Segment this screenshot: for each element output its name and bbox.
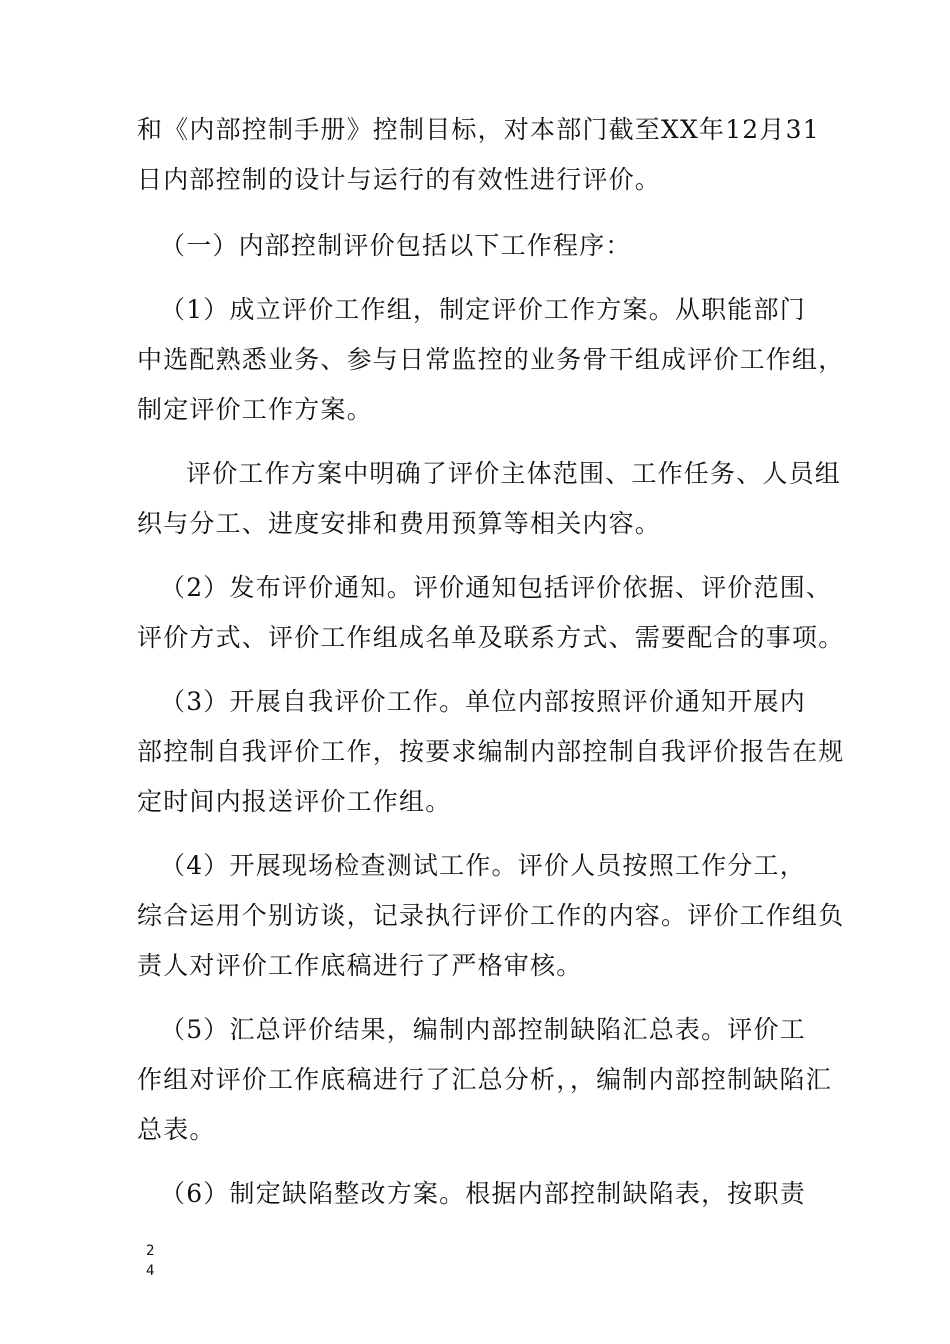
text-line: 部控制自我评价工作，按要求编制内部控制自我评价报告在规 xyxy=(137,737,845,766)
text-line: 中选配熟悉业务、参与日常监控的业务骨干组成评价工作组， xyxy=(137,345,845,374)
text-line: 责人对评价工作底稿进行了严格审核。 xyxy=(137,951,583,980)
page-number-digit: 2 xyxy=(146,1243,155,1259)
text-line: 作组对评价工作底稿进行了汇总分析，，编制内部控制缺陷汇 xyxy=(137,1065,832,1094)
text-line: 日内部控制的设计与运行的有效性进行评价。 xyxy=(137,165,662,194)
text-line: （1）成立评价工作组，制定评价工作方案。从职能部门 xyxy=(160,295,806,324)
page-number-digit: 4 xyxy=(146,1263,155,1279)
text-line: （6）制定缺陷整改方案。根据内部控制缺陷表，按职责 xyxy=(160,1179,806,1208)
text-line: （2）发布评价通知。评价通知包括评价依据、评价范围、 xyxy=(160,573,833,602)
text-line: （5）汇总评价结果，编制内部控制缺陷汇总表。评价工 xyxy=(160,1015,806,1044)
text-line: （3）开展自我评价工作。单位内部按照评价通知开展内 xyxy=(160,687,806,716)
section-heading: （一）内部控制评价包括以下工作程序： xyxy=(160,231,632,260)
text-line: 评价工作方案中明确了评价主体范围、工作任务、人员组 xyxy=(186,459,842,488)
text-line: 和《内部控制手册》控制目标，对本部门截至XX年12月31 xyxy=(137,115,820,144)
text-line: 综合运用个别访谈，记录执行评价工作的内容。评价工作组负 xyxy=(137,901,845,930)
text-line: 定时间内报送评价工作组。 xyxy=(137,787,452,816)
text-line: 评价方式、评价工作组成名单及联系方式、需要配合的事项。 xyxy=(137,623,845,652)
text-line: 总表。 xyxy=(137,1115,216,1144)
text-line: （4）开展现场检查测试工作。评价人员按照工作分工， xyxy=(160,851,806,880)
text-line: 织与分工、进度安排和费用预算等相关内容。 xyxy=(137,509,662,538)
text-line: 制定评价工作方案。 xyxy=(137,395,373,424)
